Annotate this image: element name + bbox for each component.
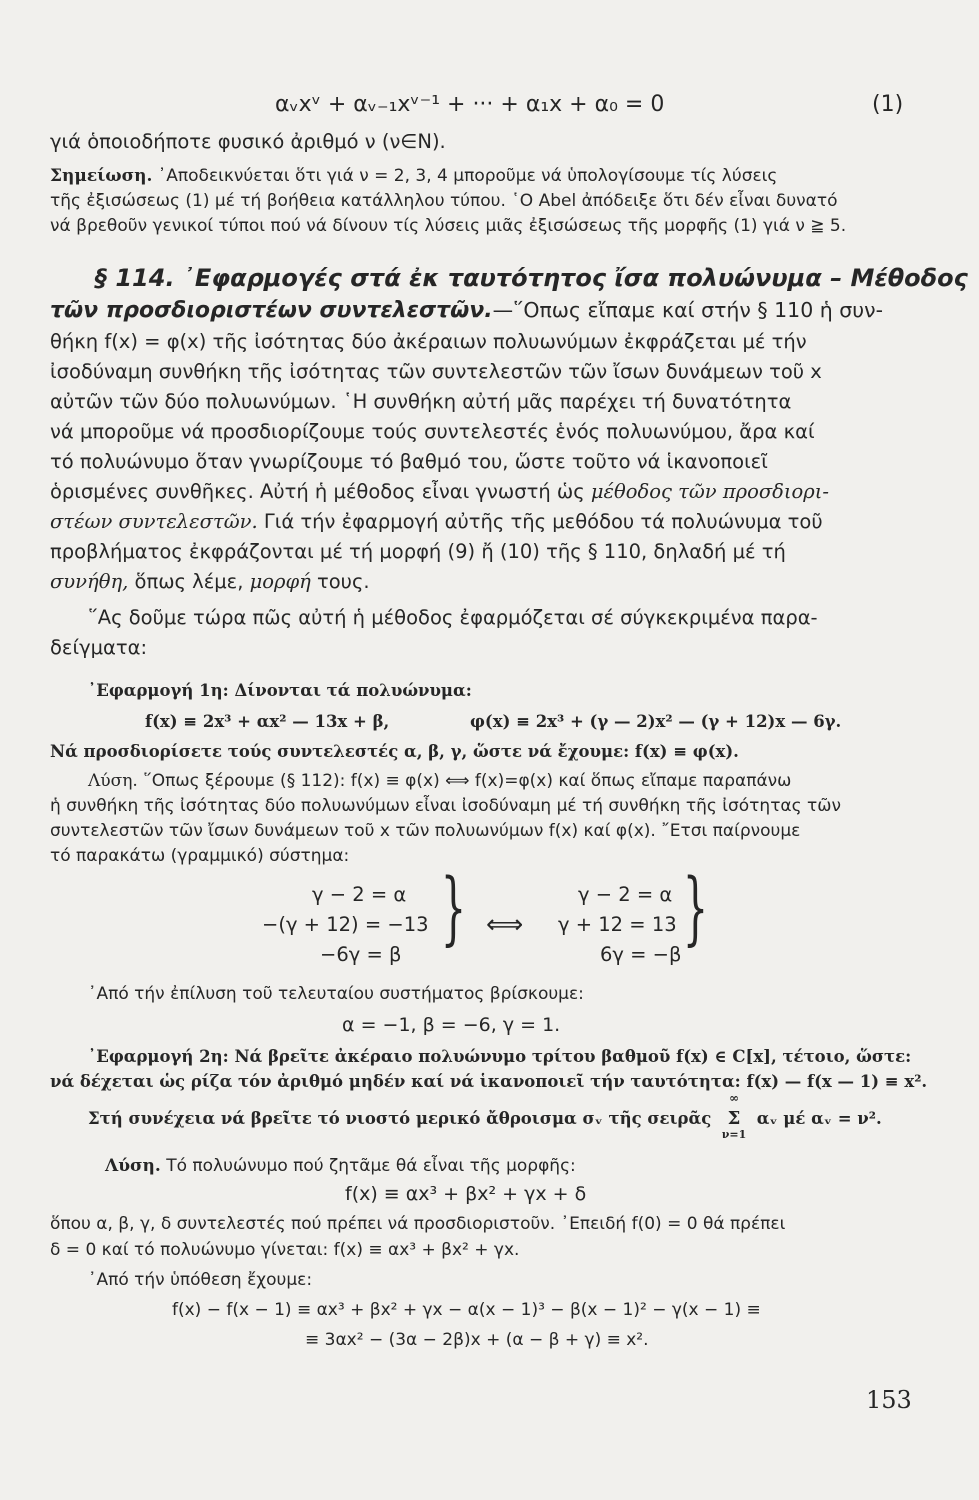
paragraph-text: ὅπως λέμε,	[128, 570, 250, 593]
application-1-title: ᾿Εφαρμογή 1η: Δίνονται τά πολυώνυμα:	[88, 681, 472, 700]
right-brace: }	[682, 861, 709, 954]
note-line-3: νά βρεθοῦν γενικοί τύποι πού νά δίνουν τίς λύσεις μιᾶς ἐξισώσεως τῆς μορφῆς (1) γιά ν ≧ 5.	[50, 216, 847, 236]
solution-text-line: ᾿Από τήν ὑπόθεση ἔχουμε:	[88, 1270, 313, 1290]
paragraph-2-line-1: ῞Ας δοῦμε τώρα πῶς αὐτή ἡ μέθοδος ἐφαρμόζεται σέ σύγκεκριμένα παρα-	[88, 606, 818, 629]
section-intro: —῞Οπως εἴπαμε καί στήν § 110 ἡ συν-	[492, 298, 883, 322]
paragraph-text: ὁρισμένες συνθῆκες. Αὐτή ἡ μέθοδος εἶναι γνωστή ὡς	[50, 480, 591, 503]
polynomial-form: f(x) ≡ αx³ + βx² + γx + δ	[345, 1183, 587, 1205]
paragraph-text: Γιά τήν ἐφαρμογή αὐτῆς τῆς μεθόδου τά πολυώνυμα τοῦ	[257, 510, 823, 533]
system-right-eq: 6γ = −β	[600, 943, 682, 966]
sum-symbol: Σ	[727, 1108, 741, 1129]
paragraph-line: θήκη f(x) = φ(x) τῆς ἰσότητας δύο ἀκέραιων πολυωνύμων ἐκφράζεται μέ τήν	[50, 330, 807, 353]
series-term: αᵥ μέ αᵥ = ν².	[756, 1109, 882, 1128]
application-2-solution-line	[105, 1156, 576, 1176]
solution-label: Λύση.	[105, 1156, 161, 1176]
solution-text-line: συντελεστῶν τῶν ἴσων δυνάμεων τοῦ x τῶν πολυωνύμων f(x) καί φ(x). ῎Ετσι παίρνουμε	[50, 821, 801, 841]
paragraph-line	[50, 570, 370, 593]
solution-text: Τό πολυώνυμο πού ζητᾶμε θά εἶναι τῆς μορφῆς:	[166, 1156, 576, 1176]
solution-label: Λύση.	[88, 771, 138, 791]
application-1-question: Νά προσδιορίσετε τούς συντελεστές α, β, γ, ὥστε νά ἔχουμε: f(x) ≡ φ(x).	[50, 742, 739, 761]
term-form: μορφή	[249, 570, 311, 593]
paragraph-line	[50, 480, 829, 503]
solution-text-line: ἡ συνθήκη τῆς ἰσότητας δύο πολυωνύμων εἶναι ἰσοδύναμη μέ τή συνθήκη τῆς ἰσότητας τῶν	[50, 796, 841, 816]
page-number: 153	[866, 1386, 912, 1414]
solution-text: ῞Οπως ξέρουμε (§ 112): f(x) ≡ φ(x) ⟺ f(x)=φ(x) καί ὅπως εἴπαμε παραπάνω	[143, 771, 792, 791]
paragraph-line: αὐτῶν τῶν δύο πολυωνύμων. ῾Η συνθήκη αὐτή μᾶς παρέχει τή δυνατότητα	[50, 390, 792, 413]
series-question-text: Στή συνέχεια νά βρεῖτε τό νιοστό μερικό ἄθροισμα σᵥ τῆς σειρᾶς	[88, 1109, 712, 1128]
natural-number-line: γιά ὁποιοδήποτε φυσικό ἀριθμό ν (ν∈N).	[50, 130, 446, 153]
equivalence-arrow: ⟺	[486, 910, 524, 940]
system-right-eq: γ + 12 = 13	[558, 913, 677, 936]
system-result: α = −1, β = −6, γ = 1.	[342, 1014, 561, 1036]
system-left-eq: −(γ + 12) = −13	[262, 913, 429, 936]
equation-1: αᵥxᵛ + αᵥ₋₁xᵛ⁻¹ + ··· + α₁x + α₀ = 0	[275, 92, 665, 117]
solution-text-line: ὅπου α, β, γ, δ συντελεστές πού πρέπει νά προσδιοριστοῦν. ᾿Επειδή f(0) = 0 θά πρέπει	[50, 1214, 786, 1234]
sum-upper-limit: ∞	[729, 1091, 740, 1105]
application-1-solution-line	[88, 771, 791, 791]
method-name-continued: στέων συντελεστῶν.	[50, 510, 258, 533]
polynomial-phi: φ(x) ≡ 2x³ + (γ — 2)x² — (γ + 12)x — 6γ.	[470, 712, 842, 731]
system-left-eq: γ − 2 = α	[312, 883, 407, 906]
application-2-title: ᾿Εφαρμογή 2η: Νά βρεῖτε ἀκέραιο πολυώνυμο τρίτου βαθμοῦ f(x) ∈ C[x], τέτοιο, ὥστε:	[88, 1047, 912, 1066]
section-title: § 114. ᾿Εφαρμογές στά ἐκ ταυτότητος ἴσα πολυώνυμα – Μέθοδος	[95, 264, 968, 292]
term-usual: συνήθη,	[50, 570, 129, 593]
paragraph-2-line-2: δείγματα:	[50, 636, 148, 659]
paragraph-line: ἰσοδύναμη συνθήκη τῆς ἰσότητας τῶν συντελεστῶν τῶν ἴσων δυνάμεων τοῦ x	[50, 360, 822, 383]
section-title-continued: τῶν προσδιοριστέων συντελεστῶν.	[50, 298, 493, 323]
after-system-text: ᾿Από τήν ἐπίλυση τοῦ τελευταίου συστήματος βρίσκουμε:	[88, 984, 584, 1004]
paragraph-text: τους.	[310, 570, 370, 593]
sum-operator	[721, 1091, 747, 1141]
note-line-2: τῆς ἐξισώσεως (1) μέ τή βοήθεια κατάλληλου τύπου. ῾Ο Abel ἀπόδειξε ὅτι δέν εἶναι δυνατό	[50, 191, 838, 211]
right-brace: }	[440, 861, 467, 954]
section-title-line-2	[50, 298, 883, 323]
polynomial-f: f(x) ≡ 2x³ + αx² — 13x + β,	[145, 712, 390, 731]
method-name: μέθοδος τῶν προσδιορι-	[590, 480, 829, 503]
identity-line-2: ≡ 3αx² − (3α − 2β)x + (α − β + γ) ≡ x².	[305, 1330, 649, 1350]
paragraph-line	[50, 510, 823, 533]
system-right-eq: γ − 2 = α	[578, 883, 673, 906]
paragraph-line: προβλήματος ἐκφράζονται μέ τή μορφή (9) ἤ (10) τῆς § 110, δηλαδή μέ τή	[50, 540, 786, 563]
paragraph-line: νά μποροῦμε νά προσδιορίζουμε τούς συντελεστές ἑνός πολυωνύμου, ἄρα καί	[50, 420, 815, 443]
note-line-1	[50, 166, 777, 186]
solution-text-line: δ = 0 καί τό πολυώνυμο γίνεται: f(x) ≡ αx³ + βx² + γx.	[50, 1240, 520, 1260]
sum-lower-limit: ν=1	[721, 1128, 747, 1141]
paragraph-line: τό πολυώνυμο ὅταν γνωρίζουμε τό βαθμό του, ὥστε τοῦτο νά ἱκανοποιεῖ	[50, 450, 768, 473]
system-left-eq: −6γ = β	[320, 943, 402, 966]
application-2-title-line-2: νά δέχεται ὡς ρίζα τόν ἀριθμό μηδέν καί νά ἱκανοποιεῖ τήν ταυτότητα: f(x) — f(x — 1) ≡ x².	[50, 1072, 928, 1091]
equation-1-label: (1)	[872, 92, 904, 117]
series-question	[88, 1091, 882, 1141]
note-label: Σημείωση.	[50, 166, 153, 186]
identity-line-1: f(x) − f(x − 1) ≡ αx³ + βx² + γx − α(x − 1)³ − β(x − 1)² − γ(x − 1) ≡	[172, 1300, 761, 1320]
note-text-1: ᾿Αποδεικνύεται ὅτι γιά ν = 2, 3, 4 μποροῦμε νά ὑπολογίσουμε τίς λύσεις	[157, 166, 778, 186]
solution-text-line: τό παρακάτω (γραμμικό) σύστημα:	[50, 846, 350, 866]
